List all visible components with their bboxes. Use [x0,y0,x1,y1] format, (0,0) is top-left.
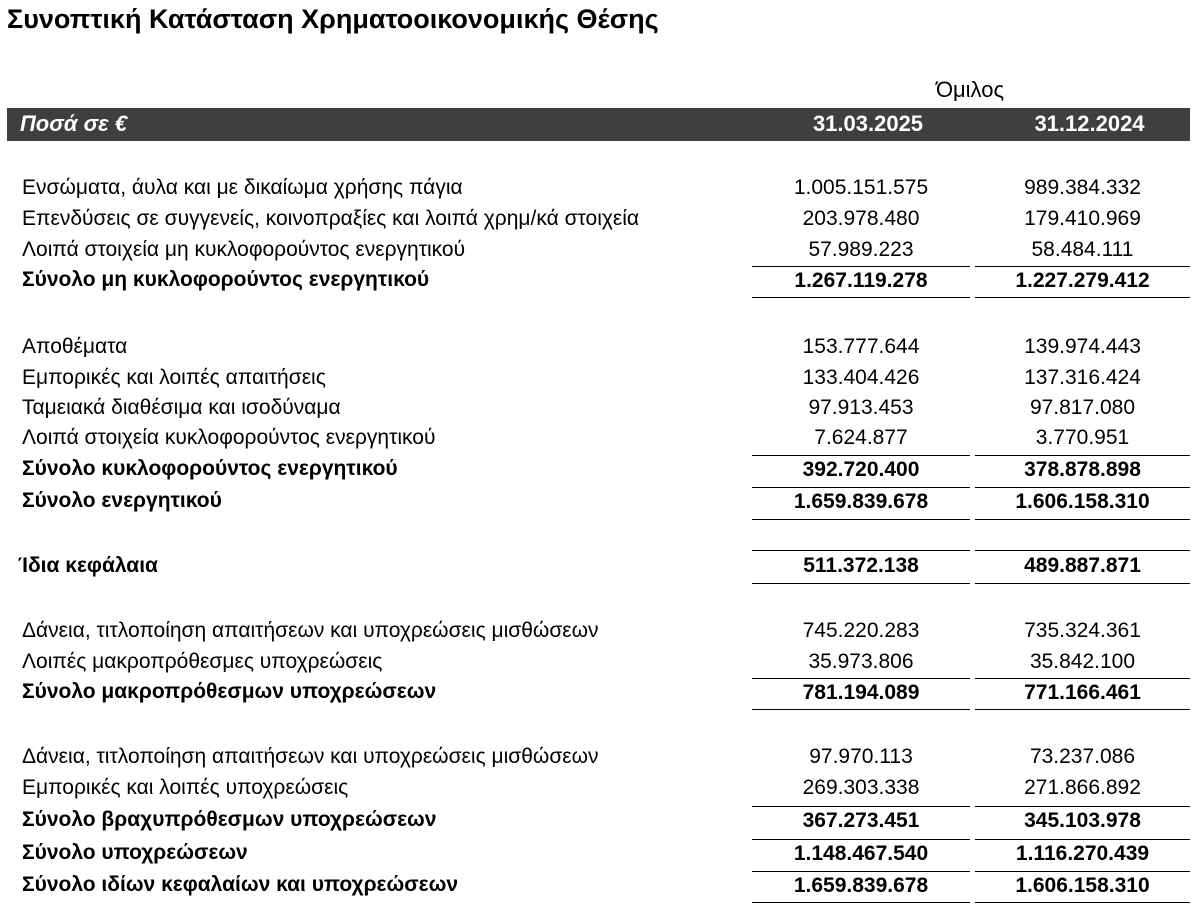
total-row [0,839,1200,869]
value-2024: 1.116.270.439 [975,839,1190,866]
table-row [0,743,1200,773]
table-row [0,394,1200,424]
group-label: Όμιλος [935,77,1005,102]
underline [752,550,970,551]
value-2025: 269.303.338 [802,776,920,799]
row-label: Λοιπά στοιχεία κυκλοφορούντος ενεργητικού [22,426,436,449]
total-row [0,487,1200,517]
total-row [0,455,1200,485]
row-label: Λοιπά στοιχεία μη κυκλοφορούντος ενεργητικού [22,238,466,261]
value-2025: 7.624.877 [814,426,908,449]
row-label: Ενσώματα, άυλα και με δικαίωμα χρήσης πάγια [22,176,463,199]
table-row [0,236,1200,266]
underline [975,902,1190,903]
row-label: Ίδια κεφάλαια [18,554,158,577]
table-row [0,648,1200,678]
value-2025: 367.273.451 [752,806,970,833]
value-2025: 1.267.119.278 [752,266,970,293]
value-2024: 35.842.100 [1029,650,1136,673]
value-2025: 57.989.223 [808,238,914,261]
underline [752,297,970,298]
value-2024: 1.227.279.412 [975,266,1190,293]
value-2024: 489.887.871 [1024,554,1141,577]
row-label: Σύνολο ιδίων κεφαλαίων και υποχρεώσεων [22,873,459,896]
row-label: Σύνολο κυκλοφορούντος ενεργητικού [22,457,398,480]
value-2024: 137.316.424 [1024,366,1141,389]
row-label: Σύνολο βραχυπρόθεσμων υποχρεώσεων [22,808,437,831]
value-2025: 781.194.089 [752,678,970,705]
value-2025: 1.659.839.678 [752,871,970,898]
table-row [0,424,1200,454]
value-2025: 1.659.839.678 [752,487,970,514]
row-label: Εμπορικές και λοιπές απαιτήσεις [22,366,326,389]
underline [975,583,1190,584]
row-label: Ταμειακά διαθέσιμα και ισοδύναμα [22,396,341,419]
table-row [0,364,1200,394]
total-row [0,266,1200,296]
table-row [0,774,1200,804]
table-row [0,617,1200,647]
value-2024: 271.866.892 [1024,776,1141,799]
underline [752,902,970,903]
underline [975,519,1190,520]
value-2024: 139.974.443 [1024,335,1141,358]
value-2024: 179.410.969 [1024,207,1141,230]
row-label: Σύνολο μη κυκλοφορούντος ενεργητικού [22,268,430,291]
value-2024: 1.606.158.310 [975,871,1190,898]
underline [975,709,1190,710]
underline [975,297,1190,298]
row-label: Λοιπές μακροπρόθεσμες υποχρεώσεις [22,650,383,673]
underline [752,583,970,584]
value-2025: 97.913.453 [808,396,914,419]
value-2024: 345.103.978 [975,806,1190,833]
total-row [0,678,1200,708]
value-2025: 1.005.151.575 [793,176,929,199]
value-2024: 378.878.898 [975,455,1190,482]
table-row [0,205,1200,235]
table-row [0,333,1200,363]
page-title: Συνοπτική Κατάσταση Χρηματοοικονομικής Θέσης [7,4,659,34]
value-2025: 203.978.480 [802,207,920,230]
row-label: Αποθέματα [22,335,128,358]
row-label: Εμπορικές και λοιπές υποχρεώσεις [22,776,349,799]
table-row [0,174,1200,204]
value-2025: 153.777.644 [802,335,920,358]
value-2024: 3.770.951 [1035,426,1130,449]
value-2025: 133.404.426 [802,366,920,389]
value-2025: 511.372.138 [803,554,919,577]
grand-total-row [0,871,1200,901]
row-label: Σύνολο μακροπρόθεσμων υποχρεώσεων [22,680,437,703]
row-label: Επενδύσεις σε συγγενείς, κοινοπραξίες και λοιπά χρημ/κά στοιχεία [22,207,640,230]
total-row [0,552,1200,582]
underline [752,709,970,710]
value-2024: 989.384.332 [1024,176,1141,199]
underline [975,550,1190,551]
value-2024: 73.237.086 [1029,745,1136,768]
value-2024: 771.166.461 [975,678,1190,705]
value-2025: 392.720.400 [752,455,970,482]
row-label: Δάνεια, τιτλοποίηση απαιτήσεων και υποχρεώσεις μισθώσεων [22,619,599,642]
value-2025: 745.220.283 [802,619,920,642]
underline [752,519,970,520]
value-2024: 735.324.361 [1024,619,1141,642]
value-2025: 35.973.806 [808,650,914,673]
amounts-label: Ποσά σε € [20,111,128,136]
value-2024: 1.606.158.310 [975,487,1190,514]
row-label: Σύνολο ενεργητικού [22,489,222,512]
column-header-2024: 31.12.2024 [1034,111,1145,136]
row-label: Σύνολο υποχρεώσεων [22,841,248,864]
row-label: Δάνεια, τιτλοποίηση απαιτήσεων και υποχρεώσεις μισθώσεων [22,745,599,768]
value-2024: 97.817.080 [1029,396,1136,419]
value-2025: 97.970.113 [809,745,913,768]
total-row [0,806,1200,836]
table-header [7,108,1190,141]
value-2024: 58.484.111 [1031,238,1134,261]
column-header-2025: 31.03.2025 [812,111,924,136]
value-2025: 1.148.467.540 [752,839,970,866]
